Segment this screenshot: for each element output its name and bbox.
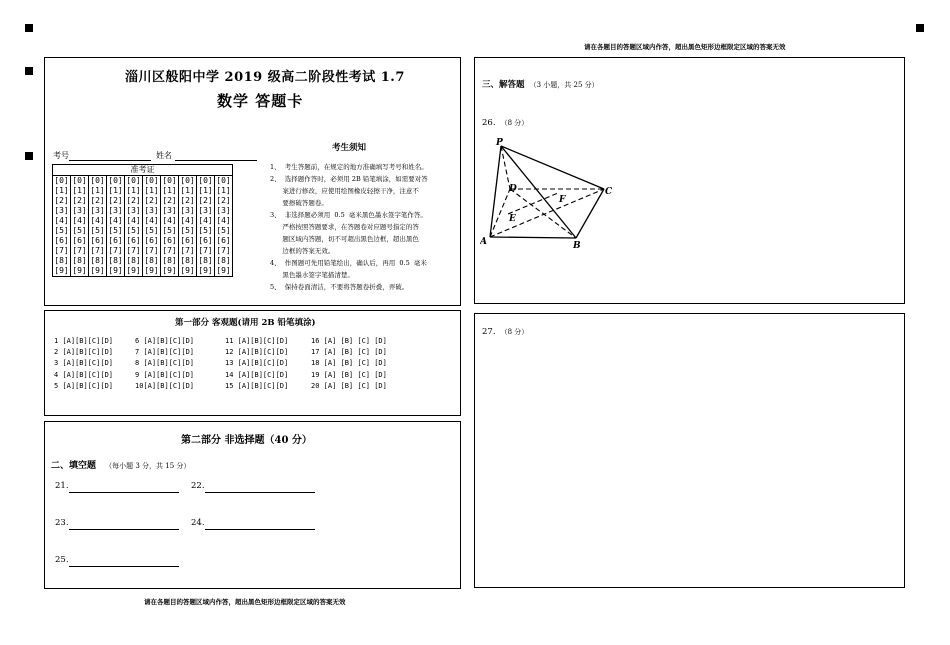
digit-bubble[interactable]: [8]	[216, 256, 231, 265]
digit-bubble[interactable]: [8]	[126, 256, 141, 265]
digit-bubble[interactable]: [6]	[90, 236, 105, 245]
label-P: P	[496, 138, 503, 148]
digit-bubble[interactable]: [6]	[216, 236, 231, 245]
choice-row[interactable]: 13 [A][B][C][D]	[225, 359, 289, 368]
part2-box	[44, 421, 461, 589]
digit-bubble[interactable]: [7]	[216, 246, 231, 255]
q26-label	[482, 110, 528, 129]
choice-row[interactable]: 12 [A][B][C][D]	[225, 348, 289, 357]
q26-box	[474, 57, 905, 304]
digit-bubble[interactable]: [9]	[126, 266, 141, 275]
choice-row[interactable]: 15 [A][B][C][D]	[225, 381, 289, 390]
digit-bubble[interactable]: [6]	[72, 236, 87, 245]
segment-DB	[510, 189, 576, 238]
notice-title: 考生须知	[332, 143, 367, 153]
digit-bubble[interactable]: [8]	[90, 256, 105, 265]
digit-bubble[interactable]: [0]	[180, 176, 195, 185]
digit-bubble[interactable]: [9]	[162, 266, 177, 275]
digit-bubble[interactable]: [5]	[180, 226, 195, 235]
blank-number: 25.	[55, 555, 69, 565]
label-E: E	[509, 214, 516, 224]
digit-bubble[interactable]: [0]	[126, 176, 141, 185]
admission-label: 准考证	[53, 165, 233, 176]
notice-line: 案进行修改，应使用绘图橡皮轻擦干净，注意不	[270, 187, 419, 195]
choice-row[interactable]: 10[A][B][C][D]	[135, 381, 195, 390]
digit-bubble[interactable]: [9]	[180, 266, 195, 275]
part1-box	[44, 310, 461, 416]
digit-bubble[interactable]: [3]	[180, 206, 195, 215]
choice-row[interactable]: 16 [A] [B] [C] [D]	[311, 337, 387, 345]
exam-title: 淄川区般阳中学 2019 级高二阶段性考试 1.7	[125, 70, 405, 85]
digit-bubble[interactable]: [5]	[72, 226, 87, 235]
fill-section-title: 二、填空题	[51, 461, 97, 471]
blank-21	[55, 481, 69, 491]
blank-number: 23.	[55, 518, 69, 528]
digit-row	[53, 206, 233, 216]
label-C: C	[605, 187, 613, 197]
digit-bubble[interactable]: [4]	[162, 216, 177, 225]
digit-bubble[interactable]: [9]	[72, 266, 87, 275]
digit-bubble[interactable]: [8]	[198, 256, 213, 265]
digit-bubble[interactable]: [3]	[54, 206, 69, 215]
digit-bubble[interactable]: [1]	[144, 186, 159, 195]
registration-mark-top-right	[916, 24, 924, 32]
digit-bubble[interactable]: [4]	[90, 216, 105, 225]
blank-24	[191, 518, 205, 528]
digit-bubble[interactable]: [0]	[198, 176, 213, 185]
digit-bubble[interactable]: [2]	[108, 196, 123, 205]
solve-section-label	[482, 72, 599, 91]
digit-bubble[interactable]: [5]	[126, 226, 141, 235]
label-D: D	[509, 184, 517, 194]
blank-23	[55, 518, 69, 528]
digit-bubble[interactable]: [5]	[54, 226, 69, 235]
digit-bubble[interactable]: [0]	[108, 176, 123, 185]
digit-bubble[interactable]: [2]	[54, 196, 69, 205]
notice-line: 黑色墨水签字笔描清楚。	[270, 271, 354, 279]
solve-section-title: 三、解答题	[482, 80, 525, 90]
edge-BC	[576, 189, 604, 238]
digit-bubble[interactable]: [5]	[108, 226, 123, 235]
digit-row	[53, 226, 233, 236]
name-field[interactable]	[175, 160, 257, 161]
digit-bubble[interactable]: [9]	[54, 266, 69, 275]
digit-bubble[interactable]: [3]	[108, 206, 123, 215]
notice-line: 2、 选择题作答时，必须用 2B 铅笔填涂，如需要对答	[270, 175, 428, 183]
digit-bubble[interactable]: [6]	[162, 236, 177, 245]
digit-bubble[interactable]: [1]	[162, 186, 177, 195]
digit-bubble[interactable]: [4]	[144, 216, 159, 225]
digit-bubble[interactable]: [4]	[54, 216, 69, 225]
q27-label	[482, 319, 528, 338]
part2-title: 第二部分 非选择题（40 分）	[181, 435, 312, 446]
choice-column-1	[54, 336, 113, 392]
choice-row[interactable]: 11 [A][B][C][D]	[225, 337, 289, 345]
choice-row[interactable]: 3 [A][B][C][D]	[54, 359, 114, 368]
digit-bubble[interactable]: [7]	[126, 246, 141, 255]
choice-row[interactable]: 1 [A][B][C][D]	[54, 337, 114, 345]
blank-number: 22.	[191, 481, 205, 491]
digit-bubble[interactable]: [6]	[54, 236, 69, 245]
choice-row[interactable]: 8 [A][B][C][D]	[135, 359, 195, 368]
digit-bubble[interactable]: [8]	[54, 256, 69, 265]
choice-column-4	[311, 336, 387, 392]
digit-bubble[interactable]: [5]	[144, 226, 159, 235]
digit-bubble[interactable]: [3]	[162, 206, 177, 215]
choice-row[interactable]: 7 [A][B][C][D]	[135, 348, 195, 357]
digit-bubble[interactable]: [3]	[90, 206, 105, 215]
notice-line: 要擦破答题卷。	[270, 199, 328, 207]
card-subtitle: 数学 答题卡	[217, 92, 304, 110]
exam-no-label: 考号	[53, 151, 69, 160]
digit-bubble[interactable]: [0]	[162, 176, 177, 185]
digit-bubble[interactable]: [2]	[72, 196, 87, 205]
digit-bubble[interactable]: [8]	[144, 256, 159, 265]
digit-bubble[interactable]: [3]	[216, 206, 231, 215]
digit-bubble[interactable]: [8]	[72, 256, 87, 265]
digit-bubble[interactable]: [3]	[72, 206, 87, 215]
digit-row	[53, 216, 233, 226]
digit-bubble[interactable]: [6]	[180, 236, 195, 245]
digit-bubble[interactable]: [0]	[144, 176, 159, 185]
q26-score: （8 分）	[500, 119, 529, 127]
digit-bubble[interactable]: [2]	[198, 196, 213, 205]
q26-number: 26.	[482, 118, 496, 128]
digit-bubble[interactable]: [2]	[126, 196, 141, 205]
segment-EF	[508, 193, 558, 214]
digit-bubble[interactable]: [8]	[180, 256, 195, 265]
edge-PA	[490, 146, 501, 237]
choice-column-3	[225, 336, 288, 392]
digit-row	[53, 186, 233, 196]
admission-grid	[52, 164, 233, 277]
digit-bubble[interactable]: [8]	[162, 256, 177, 265]
digit-bubble[interactable]: [9]	[90, 266, 105, 275]
digit-bubble[interactable]: [2]	[144, 196, 159, 205]
top-note: 请在各题目的答题区域内作答，超出黑色矩形边框限定区域的答案无效	[584, 43, 786, 51]
choice-row[interactable]: 5 [A][B][C][D]	[54, 381, 114, 390]
digit-bubble[interactable]: [4]	[180, 216, 195, 225]
notice-line: 严格按照答题要求，在答题卷对应题号指定的答	[270, 223, 419, 231]
digit-bubble[interactable]: [9]	[144, 266, 159, 275]
choice-row[interactable]: 2 [A][B][C][D]	[54, 348, 114, 357]
digit-bubble[interactable]: [5]	[90, 226, 105, 235]
digit-bubble[interactable]: [6]	[198, 236, 213, 245]
choice-row[interactable]: 20 [A] [B] [C] [D]	[311, 381, 387, 390]
digit-bubble[interactable]: [7]	[72, 246, 87, 255]
name-label: 姓名	[156, 151, 172, 160]
digit-bubble[interactable]: [2]	[162, 196, 177, 205]
digit-bubble[interactable]: [7]	[144, 246, 159, 255]
pyramid-figure	[480, 138, 620, 250]
blank-number: 21.	[55, 481, 69, 491]
digit-bubble[interactable]: [7]	[180, 246, 195, 255]
digit-row	[53, 176, 233, 187]
digit-bubble[interactable]: [1]	[216, 186, 231, 195]
registration-mark-left-2	[25, 152, 33, 160]
choice-row[interactable]: 19 [A] [B] [C] [D]	[311, 370, 387, 379]
digit-bubble[interactable]: [2]	[180, 196, 195, 205]
digit-bubble[interactable]: [4]	[198, 216, 213, 225]
digit-bubble[interactable]: [7]	[90, 246, 105, 255]
digit-bubble[interactable]: [9]	[216, 266, 231, 275]
digit-bubble[interactable]: [1]	[108, 186, 123, 195]
blank-25-line[interactable]	[69, 566, 179, 567]
registration-mark-left-1	[25, 67, 33, 75]
digit-bubble[interactable]: [6]	[126, 236, 141, 245]
edge-AB	[490, 237, 576, 238]
digit-bubble[interactable]: [7]	[198, 246, 213, 255]
digit-bubble[interactable]: [2]	[90, 196, 105, 205]
digit-bubble[interactable]: [4]	[126, 216, 141, 225]
digit-bubble[interactable]: [1]	[180, 186, 195, 195]
label-A: A	[480, 237, 487, 247]
part1-title: 第一部分 客观题(请用 2B 铅笔填涂)	[175, 318, 316, 328]
q27-box[interactable]	[474, 313, 905, 588]
choice-row[interactable]: 6 [A][B][C][D]	[135, 337, 195, 345]
bottom-note: 请在各题目的答题区域内作答，超出黑色矩形边框限定区域的答案无效	[144, 598, 346, 606]
digit-bubble[interactable]: [3]	[144, 206, 159, 215]
digit-bubble[interactable]: [1]	[72, 186, 87, 195]
q27-score: （8 分）	[500, 328, 529, 336]
choice-row[interactable]: 17 [A] [B] [C] [D]	[311, 348, 387, 357]
digit-bubble[interactable]: [5]	[198, 226, 213, 235]
digit-row	[53, 196, 233, 206]
digit-bubble[interactable]: [1]	[90, 186, 105, 195]
choice-column-2	[135, 336, 194, 392]
notice-line: 1、 考生答题前，在规定的地方准确填写考号和姓名。	[270, 163, 428, 171]
digit-row	[53, 256, 233, 266]
digit-bubble[interactable]: [6]	[144, 236, 159, 245]
digit-bubble[interactable]: [5]	[162, 226, 177, 235]
digit-bubble[interactable]: [5]	[216, 226, 231, 235]
digit-bubble[interactable]: [9]	[108, 266, 123, 275]
notice-line: 5、 保持卷面清洁，不要将答题卷折叠，弄破。	[270, 283, 409, 291]
digit-bubble[interactable]: [7]	[162, 246, 177, 255]
digit-bubble[interactable]: [0]	[54, 176, 69, 185]
notice-line: 题区域内答题，切不可超出黑色边框，超出黑色	[270, 235, 419, 243]
blank-21-line[interactable]	[69, 492, 179, 493]
choice-row[interactable]: 14 [A][B][C][D]	[225, 370, 289, 379]
blank-22	[191, 481, 205, 491]
edge-PC	[501, 146, 604, 189]
notice-line: 4、 作图题可先用铅笔绘出，确认后，再用 0.5 毫米	[270, 259, 427, 267]
digit-bubble[interactable]: [2]	[216, 196, 231, 205]
blank-24-line[interactable]	[205, 529, 315, 530]
digit-bubble[interactable]: [3]	[198, 206, 213, 215]
q27-number: 27.	[482, 327, 496, 337]
digit-row	[53, 236, 233, 246]
notice-line: 边框的答案无效。	[270, 247, 335, 255]
digit-bubble[interactable]: [0]	[90, 176, 105, 185]
label-B: B	[573, 241, 581, 250]
digit-bubble[interactable]: [7]	[54, 246, 69, 255]
blank-23-line[interactable]	[69, 529, 179, 530]
blank-number: 24.	[191, 518, 205, 528]
notice-line: 3、 非选择题必须用 0.5 毫米黑色墨水签字笔作答。	[270, 211, 427, 219]
digit-row	[53, 266, 233, 277]
exam-no-field[interactable]	[69, 160, 151, 161]
header-box	[44, 57, 461, 306]
digit-bubble[interactable]: [1]	[126, 186, 141, 195]
fill-section-note: （每小题 3 分，共 15 分）	[105, 462, 191, 470]
blank-22-line[interactable]	[205, 492, 315, 493]
digit-bubble[interactable]: [1]	[198, 186, 213, 195]
fill-section-label	[51, 453, 190, 472]
label-F: F	[559, 195, 566, 205]
digit-bubble[interactable]: [9]	[198, 266, 213, 275]
registration-mark-top-left	[25, 24, 33, 32]
blank-25	[55, 555, 69, 565]
digit-bubble[interactable]: [8]	[108, 256, 123, 265]
digit-bubble[interactable]: [4]	[216, 216, 231, 225]
digit-bubble[interactable]: [0]	[216, 176, 231, 185]
digit-bubble[interactable]: [4]	[108, 216, 123, 225]
digit-bubble[interactable]: [3]	[126, 206, 141, 215]
digit-bubble[interactable]: [0]	[72, 176, 87, 185]
digit-row	[53, 246, 233, 256]
digit-bubble[interactable]: [4]	[72, 216, 87, 225]
digit-bubble[interactable]: [7]	[108, 246, 123, 255]
choice-row[interactable]: 9 [A][B][C][D]	[135, 370, 195, 379]
digit-bubble[interactable]: [1]	[54, 186, 69, 195]
digit-bubble[interactable]: [6]	[108, 236, 123, 245]
choice-row[interactable]: 4 [A][B][C][D]	[54, 370, 114, 379]
solve-section-note: （3 小题，共 25 分）	[529, 81, 599, 89]
choice-row[interactable]: 18 [A] [B] [C] [D]	[311, 359, 387, 368]
